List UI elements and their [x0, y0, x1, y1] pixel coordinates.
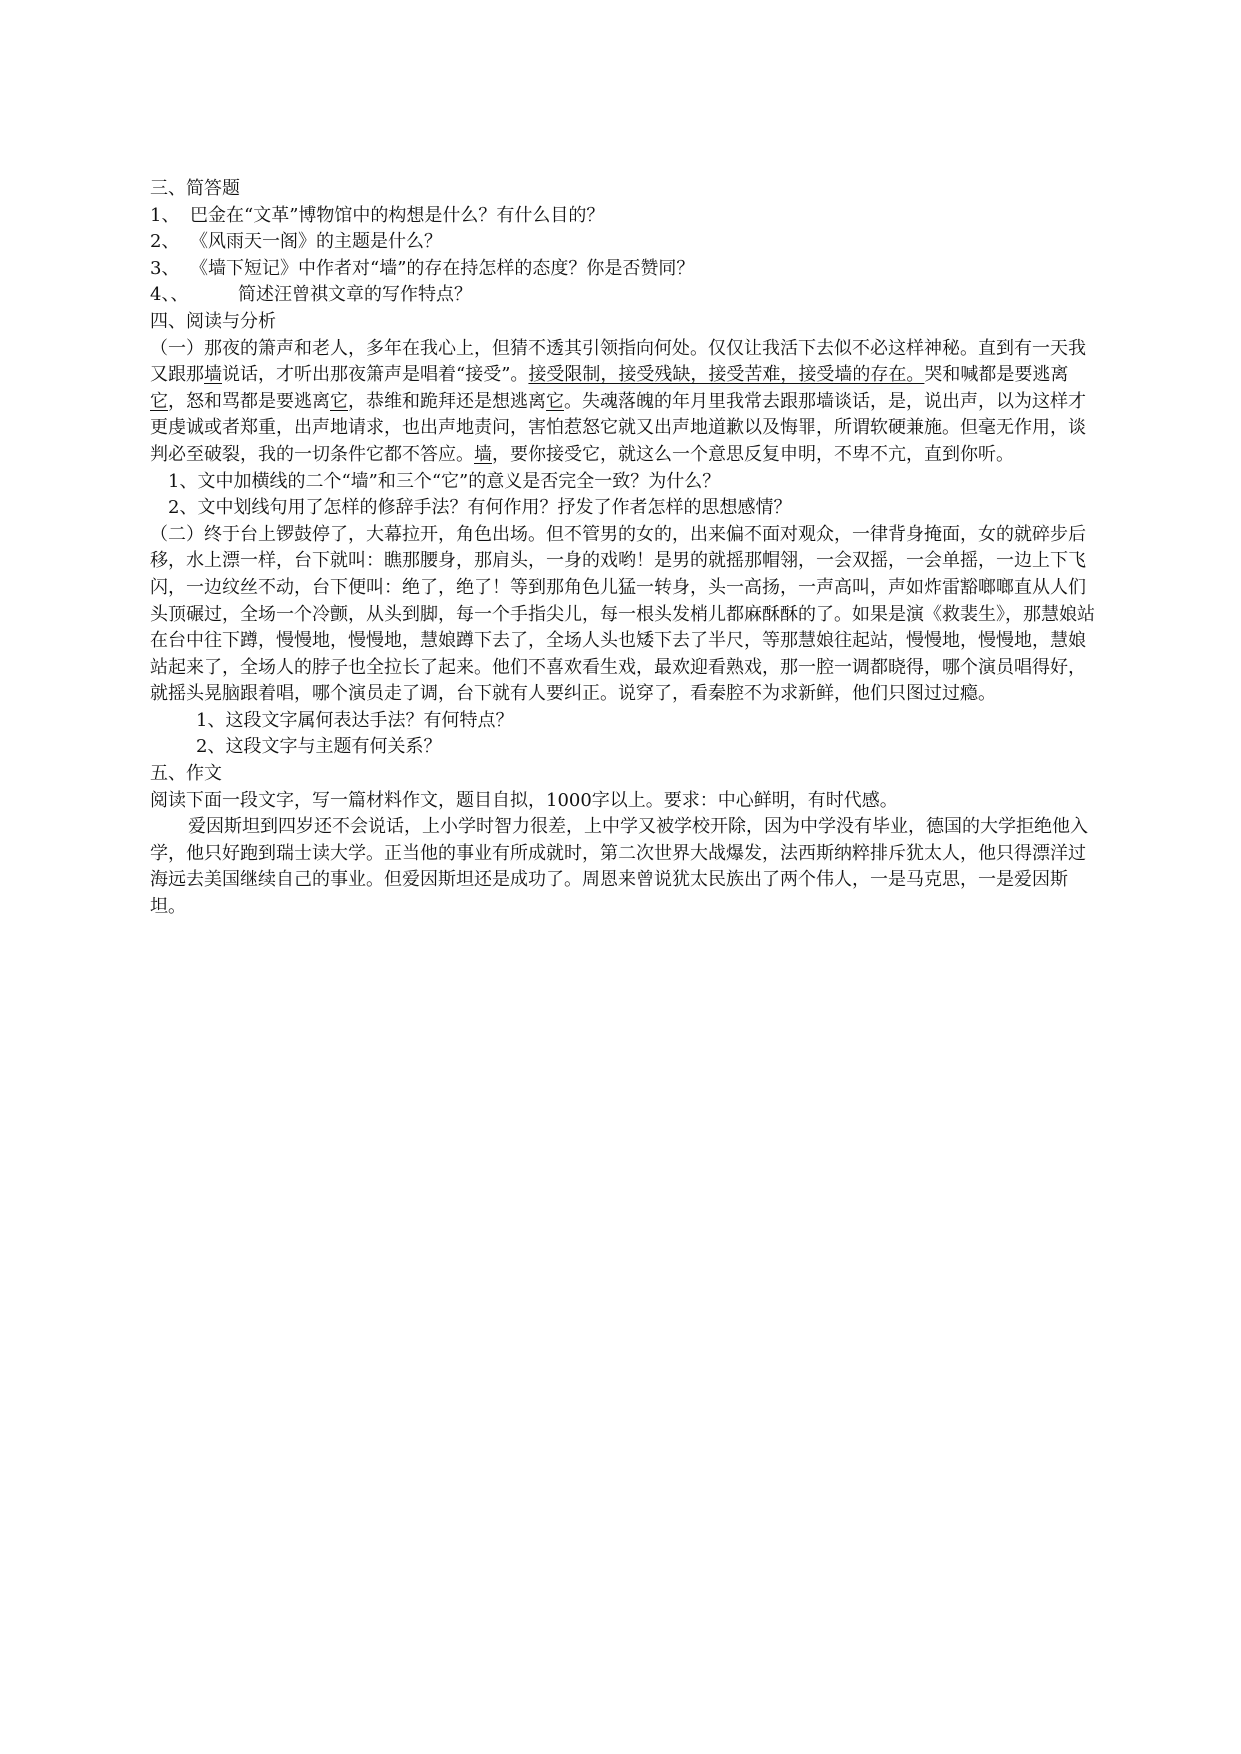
question-1 [150, 203, 1100, 230]
question-number: 4、、 [150, 284, 189, 306]
question-text: 《风雨天一阁》的主题是什么？ [190, 231, 442, 253]
question-text: 巴金在“文革”博物馆中的构想是什么？有什么目的？ [190, 204, 605, 226]
underlined-word-it: 它 [150, 390, 168, 412]
passage-two-question-2: 2、这段文字与主题有何关系？ [196, 736, 442, 758]
question-3 [150, 256, 1100, 283]
passage-text: ，要你接受它，就这么一个意思反复申明，不卑不亢，直到你听。 [492, 443, 1014, 465]
passage-two: （二）终于台上锣鼓停了，大幕拉开，角色出场。但不管男的女的，出来偏不面对观众，一律背身掩面，女的就碎步后移，水上漂一样，台下就叫：瞧那腰身，那肩头，一身的戏哟！是男的就摇那帽翎，一会双摇，一会单摇，一边上下飞闪，一边纹丝不动，台下便叫：绝了，绝了！等到那角色儿猛一转身，头一高扬，一声高叫，声如炸雷豁啷啷直从人们头顶碾过，全场一个冷颤，从头到脚，每一个手指尖儿，每一根头发梢儿都麻酥酥的了。如果是演《救裴生》，那慧娘站在台中往下蹲，慢慢地，慢慢地，慧娘蹲下去了，全场人头也矮下去了半尺，等那慧娘往起站，慢慢地，慢慢地，慧娘站起来了，全场人的脖子也全拉长了起来。他们不喜欢看生戏，最欢迎看熟戏，那一腔一调都晓得，哪个演员唱得好，就摇头晃脑跟着唱，哪个演员走了调，台下就有人要纠正。说穿了，看秦腔不为求新鲜，他们只图过过瘾。 [150, 523, 1095, 705]
question-number: 2、 [150, 231, 180, 253]
question-number: 1、 [150, 204, 180, 226]
underlined-word-it: 它 [546, 390, 564, 412]
passage-text: 哭和喊都是要逃离 [924, 364, 1069, 386]
underlined-sentence: 接受限制，接受残缺，接受苦难，接受墙的存在。 [528, 364, 925, 386]
passage-one-question-2: 2、文中划线句用了怎样的修辞手法？有何作用？抒发了作者怎样的思想感情？ [168, 497, 792, 519]
passage-one [150, 336, 1100, 469]
underlined-word-it: 它 [330, 390, 348, 412]
underlined-word-wall: 墙 [204, 364, 222, 386]
composition-instruction: 阅读下面一段文字，写一篇材料作文，题目自拟，1000字以上。要求：中心鲜明，有时代感。 [150, 789, 898, 811]
question-text: 《墙下短记》中作者对“墙”的存在持怎样的态度？你是否赞同？ [190, 257, 695, 279]
question-number: 3、 [150, 257, 180, 279]
question-4 [150, 282, 1100, 309]
passage-text: （一）那夜的箫声和老人，多年在我心上，但猜不透其引领指向何处。仅仅让我活下去似不必这样神秘。直到有一天我又跟那 [150, 337, 1086, 386]
passage-text: 说话，才听出那夜箫声是唱着“接受”。 [222, 364, 529, 386]
passage-two-question-1: 1、这段文字属何表达手法？有何特点？ [196, 709, 514, 731]
underlined-word-wall: 墙 [474, 443, 492, 465]
passage-text: ，怒和骂都是要逃离 [168, 390, 330, 412]
question-text: 简述汪曾祺文章的写作特点？ [238, 284, 472, 306]
question-2 [150, 229, 1100, 256]
document-page [150, 176, 1100, 921]
section-four-title: 四、阅读与分析 [150, 310, 276, 332]
passage-text: 。失魂落魄的年月里我常去跟那墙谈话，是，说出声，以为这样才更虔诚或者郑重，出声地请求，也出声地责问，害怕惹怒它就又出声地道歉以及悔罪，所谓软硬兼施。但毫无作用，谈判必至破裂，我的一切条件它都不答应。 [150, 390, 1086, 465]
passage-one-question-1: 1、文中加横线的二个“墙”和三个“它”的意义是否完全一致？为什么？ [168, 470, 721, 492]
passage-text: ，恭维和跪拜还是想逃离 [348, 390, 546, 412]
section-three-title: 三、简答题 [150, 178, 240, 199]
composition-material: 爱因斯坦到四岁还不会说话，上小学时智力很差，上中学又被学校开除，因为中学没有毕业，德国的大学拒绝他入学，他只好跑到瑞士读大学。正当他的事业有所成就时，第二次世界大战爆发，法西斯纳粹排斥犹太人，他只得漂洋过海远去美国继续自己的事业。但爱因斯坦还是成功了。周恩来曾说犹太民族出了两个伟人，一是马克思，一是爱因斯坦。 [150, 816, 1088, 918]
section-five-title: 五、作文 [150, 763, 222, 785]
